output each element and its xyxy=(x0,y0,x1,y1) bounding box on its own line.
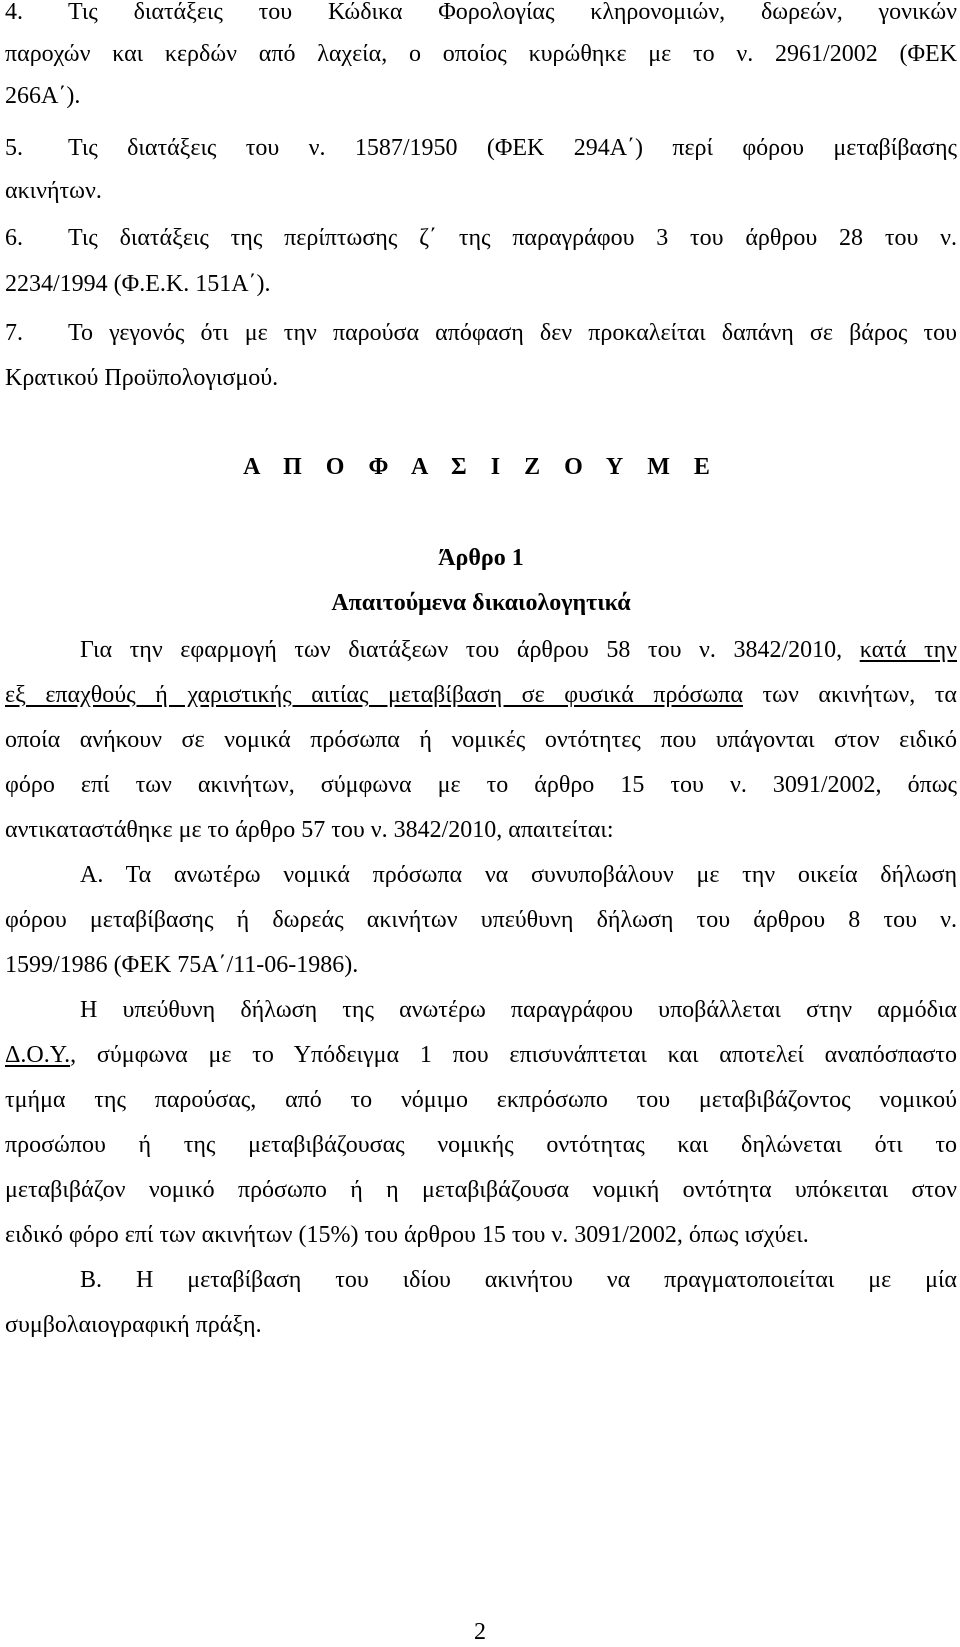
para-1-underlined-text: εξ επαχθούς ή χαριστικής αιτίας μεταβίβαση σε φυσικά πρόσωπα xyxy=(5,682,743,708)
tax-office-abbreviation: Δ.Ο.Υ. xyxy=(5,1042,71,1068)
para-b-line-2 xyxy=(5,1035,957,1075)
list-item-6-line-2: 2234/1994 (Φ.Ε.Κ. 151Α΄). xyxy=(5,271,271,297)
para-a-line-1-text: Α. Τα ανωτέρω νομικά πρόσωπα να συνυποβάλουν με την οικεία δήλωση xyxy=(80,862,957,888)
list-item-number: 6. xyxy=(5,225,23,251)
para-1-line-4: φόρο επί των ακινήτων, σύμφωνα με το άρθρο 15 του ν. 3091/2002, όπως xyxy=(5,772,957,798)
list-item-6-line-1 xyxy=(5,218,957,258)
para-b-line-5: μεταβιβάζον νομικό πρόσωπο ή η μεταβιβάζουσα νομική οντότητα υπόκειται στον xyxy=(5,1177,957,1203)
page-number: 2 xyxy=(474,1619,486,1645)
list-item-4-line-2: παροχών και κερδών από λαχεία, ο οποίος κυρώθηκε με το ν. 2961/2002 (ΦΕΚ xyxy=(5,41,957,67)
list-item-text: Τις διατάξεις του Κώδικα Φορολογίας κληρονομιών, δωρεών, γονικών xyxy=(68,0,957,25)
para-1-line-2 xyxy=(5,675,957,715)
decision-heading: Α Π Ο Φ Α Σ Ι Ζ Ο Υ Μ Ε xyxy=(243,454,719,480)
list-item-number: 5. xyxy=(5,135,23,161)
para-b-line-6: ειδικό φόρο επί των ακινήτων (15%) του άρθρου 15 του ν. 3091/2002, όπως ισχύει. xyxy=(5,1222,809,1248)
list-item-5-line-1 xyxy=(5,128,957,168)
list-item-text: Τις διατάξεις της περίπτωσης ζ΄ της παραγράφου 3 του άρθρου 28 του ν. xyxy=(68,225,957,251)
para-1-line-5: αντικαταστάθηκε με το άρθρο 57 του ν. 3842/2010, απαιτείται: xyxy=(5,817,614,843)
para-a-line-3: 1599/1986 (ΦΕΚ 75Α΄/11-06-1986). xyxy=(5,952,359,978)
para-1-plain-text: των ακινήτων, τα xyxy=(762,682,958,708)
list-item-number: 7. xyxy=(5,320,23,346)
para-b-line-3: τμήμα της παρούσας, από το νόμιμο εκπρόσωπο του μεταβιβάζοντος νομικού xyxy=(5,1087,957,1113)
para-a-line-2: φόρου μεταβίβασης ή δωρεάς ακινήτων υπεύθυνη δήλωση του άρθρου 8 του ν. xyxy=(5,907,957,933)
para-c-line-1 xyxy=(5,1260,957,1300)
para-b-plain-text: , σύμφωνα με το Υπόδειγμα 1 που επισυνάπτεται και αποτελεί αναπόσπαστο xyxy=(70,1042,957,1068)
para-c-line-1-text: Β. Η μεταβίβαση του ιδίου ακινήτου να πραγματοποιείται με μία xyxy=(80,1267,957,1293)
para-c-line-2: συμβολαιογραφική πράξη. xyxy=(5,1312,262,1338)
para-1-line-3: οποία ανήκουν σε νομικά πρόσωπα ή νομικές οντότητες που υπάγονται στον ειδικό xyxy=(5,727,957,753)
list-item-7-line-1 xyxy=(5,313,957,353)
list-item-7-line-2: Κρατικού Προϋπολογισμού. xyxy=(5,365,279,391)
list-item-text: Το γεγονός ότι με την παρούσα απόφαση δεν προκαλείται δαπάνη σε βάρος του xyxy=(68,320,957,346)
para-1-plain-text: Για την εφαρμογή των διατάξεων του άρθρου 58 του ν. 3842/2010, xyxy=(80,637,843,663)
list-item-4-line-1 xyxy=(5,0,957,32)
para-a-line-1 xyxy=(5,855,957,895)
para-1-line-1-text xyxy=(80,630,957,670)
list-item-text: Τις διατάξεις του ν. 1587/1950 (ΦΕΚ 294Α΄) περί φόρου μεταβίβασης xyxy=(68,135,957,161)
para-b-line-4: προσώπου ή της μεταβιβάζουσας νομικής οντότητας και δηλώνεται ότι το xyxy=(5,1132,957,1158)
list-item-4-line-3: 266Α΄). xyxy=(5,83,81,109)
article-title: Άρθρο 1 xyxy=(438,545,524,571)
para-1-underlined-text: κατά την xyxy=(859,637,957,663)
list-item-number: 4. xyxy=(5,0,23,25)
para-1-line-1 xyxy=(5,630,957,670)
article-subtitle: Απαιτούμενα δικαιολογητικά xyxy=(331,590,631,616)
para-b-line-1-text: Η υπεύθυνη δήλωση της ανωτέρω παραγράφου υποβάλλεται στην αρμόδια xyxy=(80,997,957,1023)
list-item-5-line-2: ακινήτων. xyxy=(5,178,102,204)
para-b-line-1 xyxy=(5,990,957,1030)
